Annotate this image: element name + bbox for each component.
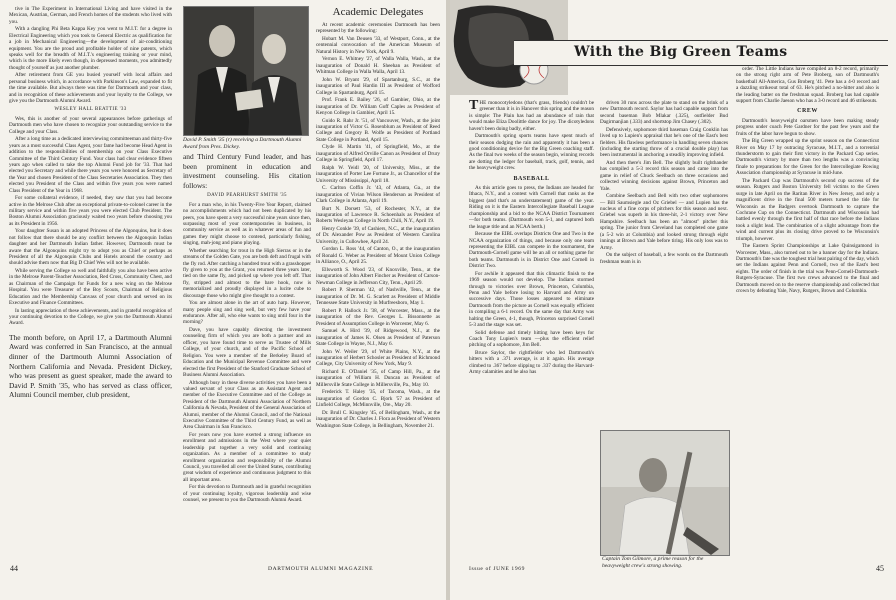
paragraph: C. Carlton Coffin Jr. '43, of Atlanta, Ga., at the inauguration of Vivian Wilson Henderson as President of Clark College in Atlanta, April 19. [316, 185, 440, 205]
crew-text [736, 118, 879, 295]
paragraph: Samuel A. Hird '39, of Ridgewood, N.J., at the inauguration of James K. Olsen as President of Paterson State College in Wayne, N.J., May 6. [316, 328, 440, 347]
paragraph: At recent academic ceremonies Dartmouth has been represented by the following: [316, 22, 440, 35]
paragraph: Robert P. Sherman '42, of Nashville, Tenn., at the inauguration of Dr. M. G. Scarlett as President of Middle Tennessee State University in Murfreesboro, May 1. [316, 287, 440, 307]
left-column-2 [183, 152, 311, 562]
award-announcement [9, 333, 172, 400]
paragraph: Robert P. Hallock Jr. '38, of Worcester, Mass., at the inauguration of the Rev. Georges L. Bissonnette as President of Assumption College in Worcester, May 6. [316, 307, 440, 327]
paragraph: Whether searching for trout in the High Sierras or in the streams of the Golden Gate, you are both deft and frugal with the fly rod. After catching a hundred trout with a grasshopper fly given to you at the Grant, you returned three years later, tied on the same fly, and picked up where you left off. That fly, stripped and almost to the bare hook, now is memorialized and proudly displayed in a lucite cube to discourage those who might give thought to a contest. [183, 247, 311, 299]
paragraph: For awhile it appeared that this climactic finish to the 1969 season would not develop. The Indians stormed through to victories over Brown, Princeton, Columbia, Penn and Yale before losing to Harvard and Army on successive days. Those losses appeared to eliminate Dartmouth from the picture as Cornell was equally efficient in compiling a 6-1 record. On the same day that Army was halting the Green, 4-1, though, Princeton surprised Cornell 5-3 and the stage was set. [469, 270, 594, 328]
col2-text [183, 202, 311, 504]
left-page [0, 0, 446, 600]
col1-text-2 [9, 116, 172, 327]
paragraph: For a man who, in his Twenty-Five Year Report, claimed no accomplishments which had not been duplicated by his peers, you have spent a very successful nine years since then, surpassing most of your contemporaries in business, in community service as well as in whatever areas of fun and games they might choose to contend, particularly fishing, singing, mah-jong and piano playing. [183, 201, 311, 247]
freshman-text [736, 66, 879, 104]
baseball-heading: BASEBALL [513, 175, 550, 182]
left-column-3 [316, 22, 440, 562]
paragraph: And then there's Jim Bell. The slightly built righthander has compiled a 5-3 record this season and came into the game in relief of Chuck Seelbach on three occasions and collected winning decisions against Brown, Princeton and Yale. [600, 160, 728, 192]
paragraph: Combine Seelbach and Bell with two other sophomores — Bill Saumsiegle and Oz Griebel — and Lupien has the nucleus of a fine corps of pitchers for this season and next. Griebel was superb in his three-hit, 2-1 victory over New Hampshire. Seelbach has been an "almost" pitcher this spring. The junior from Cleveland has completed one game (a 5-2 win at Columbia) and looked strong through eight innings at Brown and Yale before tiring. His only loss was to Army. [600, 193, 728, 251]
paragraph: driven 30 runs across the plate to stand on the brink of a new Dartmouth record. Saylor has had capable support from second baseman Bob Mlakar (.325), outfielder Bud Dagirmanjian (.333) and shortstop Jim Chasey (.302). [600, 100, 728, 126]
award-photo [183, 6, 309, 136]
photo-caption: David P. Smith '35 (r) receiving a Dartmouth Alumni Award from Pres. Dickey. [183, 137, 302, 150]
crew-captain-photo [600, 430, 730, 556]
award-paragraph: The month before, on April 17, a Dartmouth Alumni Award was conferred in San Francisco, at the annual dinner of the Dartmouth Alumni Association of Northern California and Nevada. President Dickey, who was present as guest speaker, made the award to David P. Smith '35, who has served as class officer, Alumni Council member, club president, [9, 332, 172, 400]
citation-signature-smith: DAVID PEARHURST SMITH '35 [207, 193, 287, 199]
paragraph: For some collateral evidence, if needed, they saw that you had become active in the Melrose Club after an exceptional private-to-colonel career in the military service and within five years you were elected Club President. The Boston Alumni Association graciously waited two years before choosing you as its President in 1956. [9, 195, 172, 227]
paragraph: Defensively, sophomore third baseman Craig Conklin has lived up to Lupien's appraisal that he's one of the East's best fielders. His flawless performance in handling seven chances (including the starting throw of a crucial double play) has been instrumental in anchoring a steadily improving infield. [600, 126, 728, 159]
paragraph: In lasting appreciation of these achievements, and in grateful recognition of your continuing devotion to the College, we give you the Dartmouth Alumni Award. [9, 307, 172, 327]
left-column-1 [9, 6, 172, 562]
paragraph: John W. Weiler '29, of White Plains, N.Y., at the inauguration of Herbert Schosler as President of Richmond College, City University of New York, May 9. [316, 348, 440, 368]
paragraph: Wes, this is another of your several appearances before gatherings of Dartmouth men who have chosen to recognize your outstanding service to the College and your Class. [9, 115, 172, 135]
paragraph: Henry Conkle '39, of Cashiers, N.C., at the inauguration of Dr. Alexander Pow as President of Western Carolina University, in Cullowhee, April 24. [316, 226, 440, 245]
paragraph: After a long time as a dedicated interviewing committeeman and thirty-five years as a most successful Class Agent, your fame had become Head Agent in addition to the responsibilities of membership on your Class Executive Committee of the Third Century Fund. Your class had clear evidence fifteen years ago when called to take the top Alumni Fund job for '33. That had elected you Secretary and while there years you were honored as Secretary of the Year and chosen President of the Class Secretaries Association. They then elected you President of the Class and within five years you were named Class President of the Year in 1968. [9, 136, 172, 194]
academic-delegates-title: Academic Delegates [332, 6, 424, 18]
page-number-left: 44 [10, 564, 18, 573]
delegates-list [316, 22, 440, 429]
page-number-right: 45 [876, 564, 884, 573]
intro-paragraph-2: Dartmouth's spring sports teams have spent much of their season dodging the rain and apparently it has been a good conditioning device for the Big Green coaching staff. As the final two weeks of the season begin, winning records are dotting the ledger for baseball, track, golf, tennis, and the heavyweight crew. [469, 133, 594, 172]
paragraph: Prof. Frank E. Bailey '26, of Gambier, Ohio, at the inauguration of Dr. William Goff Caples as President of Kenyon College in Gambier, April 15. [316, 97, 440, 117]
paragraph: Vernon E. Whitney '27, of Walla Walla, Wash., at the inauguration of Donald H. Sheehan as President of Whitman College in Walla Walla, April 13. [316, 56, 440, 76]
footer-issue: Issue of JUNE 1969 [469, 566, 526, 572]
paragraph: Dave, you have capably directing the investment counseling firm of which you are both a partner and an officer, you have found time to serve as Trustee of Mills College, of your church, and of the Pacific School of Religion. You were a member of the Berkeley Board of Education and the Municipal Revenue Committee and were elected the first President of the Stanford Graduate School of Business Alumni Association. [183, 327, 311, 378]
paragraph: The Eastern Sprint Championships at Lake Quinsigamond in Worcester, Mass., also turned out to be a banner day for the Indians. Dartmouth's fate was the toughest trial heat pairing of the day, which set the Indians against Penn and Cornell, two of the East's best eights. The order of finish in the trial was Penn-Cornell-Dartmouth-Rutgers-Syracuse. The first two crews advanced to the final and Dartmouth moved on to the reserve championship and collected that crown by defeating Yale, Navy, Rutgers, Brown and Columbia. [736, 243, 879, 294]
baseball-text-continued [600, 100, 728, 265]
paragraph: With a dangling Phi Beta Kappa Key you went to M.I.T. for a degree in Electrical Engineering which you took to General Electric as qualification for a job in Mechanical Engineering—the development of air-conditioning equipment. You are the proud and profitable holder of nine patents, which speaks well for the breadth of M.I.T.'s engineering training or your mind, which is the more likely even though, in depressed moments, you admittedly thought of yourself as just another plumber. [9, 26, 172, 71]
paragraph: Guido R. Rahr Jr. '51, of Vancouver, Wash., at the joint inauguration of Victor G. Rosenblum as President of Reed College and Gregory B. Wolfe as President of Portland State College in Portland, April 15. [316, 117, 440, 143]
paragraph: Because the EIBL overlaps Districts One and Two in the NCAA organization of things, and because only one team representing the EIBL can compete in the tournament, the Dartmouth-Cornell game will be an all or nothing game for both teams. Dartmouth is in District One and Cornell in District Two. [469, 231, 594, 270]
footer-magazine-name: DARTMOUTH ALUMNI MAGAZINE [268, 566, 374, 572]
paragraph: You are almost alone in the art of auto harp. However, many people sing and sing well, but very few have your endurance. After all, who else wants to sing until four in the morning? [183, 300, 311, 326]
paragraph: For this devotion to Dartmouth and in grateful recognition of your continuing loyalty, vigorous leadership and wise counsel, we present to you the Dartmouth Alumni Award. [183, 484, 311, 504]
paragraph: Ellsworth S. Wood '23, of Knoxville, Tenn., at the inauguration of John Albert Fincher as President of Carson-Newman College in Jefferson City, Tenn., April 29. [316, 266, 440, 286]
paragraph: Richard E. O'Daniel '35, of Camp Hill, Pa., at the inauguration of William H. Duncan as President of Millersville State College in Millersville, Pa., May 10. [316, 368, 440, 388]
baseball-text [469, 185, 594, 376]
paragraph: Although busy in these diverse activities you have been a valued servant of your Class as an Assistant Agent and member of the Executive Committee and of the College as President of the Dartmouth Alumni Association of Northern California & Nevada, President of the General Association of Alumni, member of the Alumni Council, and of the National Executive Committee of the Third Century Fund, as well as Area Chairman in San Francisco. [183, 379, 311, 431]
right-page [450, 0, 896, 600]
crew-photo-image [601, 431, 729, 555]
paragraph: The Packard Cup was Dartmouth's second cup success of the season. Rutgers and Boston University fell victims to the Green surge in late April on the Raritan River in New Jersey, and only a magnificent drive in the final 500 meters turned the tide for Wisconsin as the Badgers overtook Dartmouth to capture the Cochrane Cup on the Connecticut. Dartmouth and Wisconsin had battled evenly through the first half of that race before the Indians took a slight lead. The combination of a slight advantage from the wind and current plus its closing drive proved to be Wisconsin's triumph, however. [736, 177, 879, 242]
paragraph: Burt N. Dorsett '53, of Rochester, N.Y., at the inauguration of Lawrence R. Schoenhals as President of Roberts Wesleyan College in North Chili, N.Y., April 19. [316, 205, 440, 225]
paragraph: For years now you have exerted a strong influence on enrollment and admissions in the West where your quiet leadership put together a very solid and continuing organization. As a member of a committee to study enrollment organization and responsibility of the Alumni Council, you travelled all over the United States, contributing great wisdom of experience and continuous judgment to this all important area. [183, 431, 311, 483]
paragraph: As this article goes to press, the Indians are headed for Ithaca, N.Y., and a contest with Cornell that ranks as the biggest (and that's an understatement) game of the year. Riding on it is the Eastern Intercollegiate Baseball League championship and a bid to the NCAA District Tournament—for both teams. (Dartmouth won 5-1, and captured both the league title and an NCAA berth.) [469, 185, 594, 230]
paragraph: On the subject of baseball, a few words on the Dartmouth freshman team is in [600, 252, 728, 265]
crew-heading: CREW [797, 108, 818, 115]
paragraph: John W. Bryant '29, of Spartanburg, S.C., at the inauguration of Paul Hardin III as President of Wofford College in Spartanburg, April 15. [316, 76, 440, 96]
drop-cap: T [469, 100, 479, 113]
paragraph: tive in The Experiment in International Living and have visited in the Mexican, Austrian, German, and French homes of the students who lived with you. [9, 6, 172, 25]
paragraph: The Big Green wrapped up the sprint season on the Connecticut River on May 17 by outracing Syracuse, M.I.T., and a torrential thunderstorm to gain their first victory in the Packard Cup series. Dartmouth's victory by more than two lengths was a convincing finale to preparations for the Green for the Intercollegiate Rowing Association championship at Syracuse in mid-June. [736, 138, 879, 177]
paragraph: Your daughter Susan is an adopted Princess of the Algonquins, but it does not follow that there should be any conflict between the Algonquin Indian daughter and her Dartmouth Indian father. However, Dartmouth must be aware that the Algonquins might try to adopt you as Chief or perhaps as President of all the Algonquin Clubs and Hotels around the country and should advise them now that Big D Chief Wes will not be available. [9, 228, 172, 267]
paragraph: After retirement from GE you busied yourself with local affairs and personal business which, in accordance with Parkinson's Law, expanded to fit the time available. But always there was time for Dartmouth and your class, and in recognition of these achievements and your loyalty to the College, we give you the Dartmouth Alumni Award. [9, 72, 172, 105]
section-title: With the Big Green Teams [574, 44, 788, 60]
paragraph: While serving the College so well and faithfully you also have been active in the Melrose Parent-Teacher Association, Red Cross, Community Chest, and as Chairman of the Campaign for Funds for a new wing on the Melrose Hospital. You were Treasurer of the Boy Scouts, Chairman of Religious Education and the Membership Canvass of your church and served on its Executive and Finance Committees. [9, 267, 172, 306]
paragraph: Frederick T. Haley '35, of Tacoma, Wash., at the inauguration of Gordon C. Bjork '57 as President of Linfield College, McMinnville, Ore., May 20. [316, 389, 440, 409]
paragraph: Dr. Brull C. Kingsley '45, of Bellingham, Wash., at the inauguration of Dr. Charles J. Flora as President of Western Washington State College, in Bellingham, November 21. [316, 409, 440, 429]
paragraph: Bruce Saylor, the rightfielder who led Dartmouth's hitters with a .371 average, is at it again. His average climbed to .367 before slipping to .337 during the Harvard-Army calamities and he also has [469, 349, 594, 376]
right-column-1 [469, 100, 594, 562]
crew-photo-caption: Captain Tom Gilmore, a prime reason for the heavyweight crew's strong showing. [602, 556, 704, 569]
paragraph: Solid defense and timely hitting have been keys for Coach Tony Lupien's team —plus the efficient relief pitching of a sophomore, Jim Bell. [469, 329, 594, 349]
intro-text: HE monocotyledons (that's grass, friends) couldn't be greener than it is in Hanover this spring and the reason is simple: The Plain has had an abundance of rain that would make Eliza Doolittle dance for joy. The dicotyledons haven't been doing badly, either. [469, 100, 594, 132]
paragraph: Dartmouth's heavyweight oarsmen have been making steady progress under coach Pete Gardner for the past few years and the fruits of the labor have begun to show. [736, 117, 879, 137]
citation-signature-beattie: WESLEY HALL BEATTIE '33 [54, 107, 127, 113]
intro-paragraph [469, 100, 594, 132]
paragraph: order. The Little Indians have compiled an 8-2 record, primarily on the strong right arm of Pete Broberg, son of Dartmouth's basketball All-America, Gus Broberg '41. Pete has a 4-0 record and a dazzling strikeout total of 63. He's pitched a no-hitter and also is the leading batter on the freshman squad. Broberg has had capable support from Charlie Jaeson who has a 3-0 record and 46 strikeouts. [736, 66, 879, 105]
paragraph: Gordon L. Ross '44, of Canton, O., at the inauguration of Ronald G. Weber as President of Mount Union College in Alliance, O., April 25. [316, 246, 440, 266]
paragraph: Clyde H. Martin '41, of Springfield, Mo., at the inauguration of Alfred Orville Canon as President of Drury College in Springfield, April 17. [316, 144, 440, 164]
citation-intro-text: and Third Century Fund leader, and has been prominent in education and investment counseling. His citation follows: [183, 152, 311, 190]
paragraph: Hobart M. Van Deusen '33, of Westport, Conn., at the centennial convocation of the American Museum of Natural History in New York, April 9. [316, 36, 440, 55]
right-column-3 [736, 66, 879, 562]
right-column-2 [600, 100, 728, 426]
award-photo-image [184, 7, 308, 135]
paragraph: Ralph W. Yeidl '20, of University, Miss., at the inauguration of Porter Lee Fortune Jr., as Chancellor of the University of Mississippi, April 18. [316, 164, 440, 184]
citation-intro [183, 152, 311, 190]
col1-text [9, 6, 172, 104]
